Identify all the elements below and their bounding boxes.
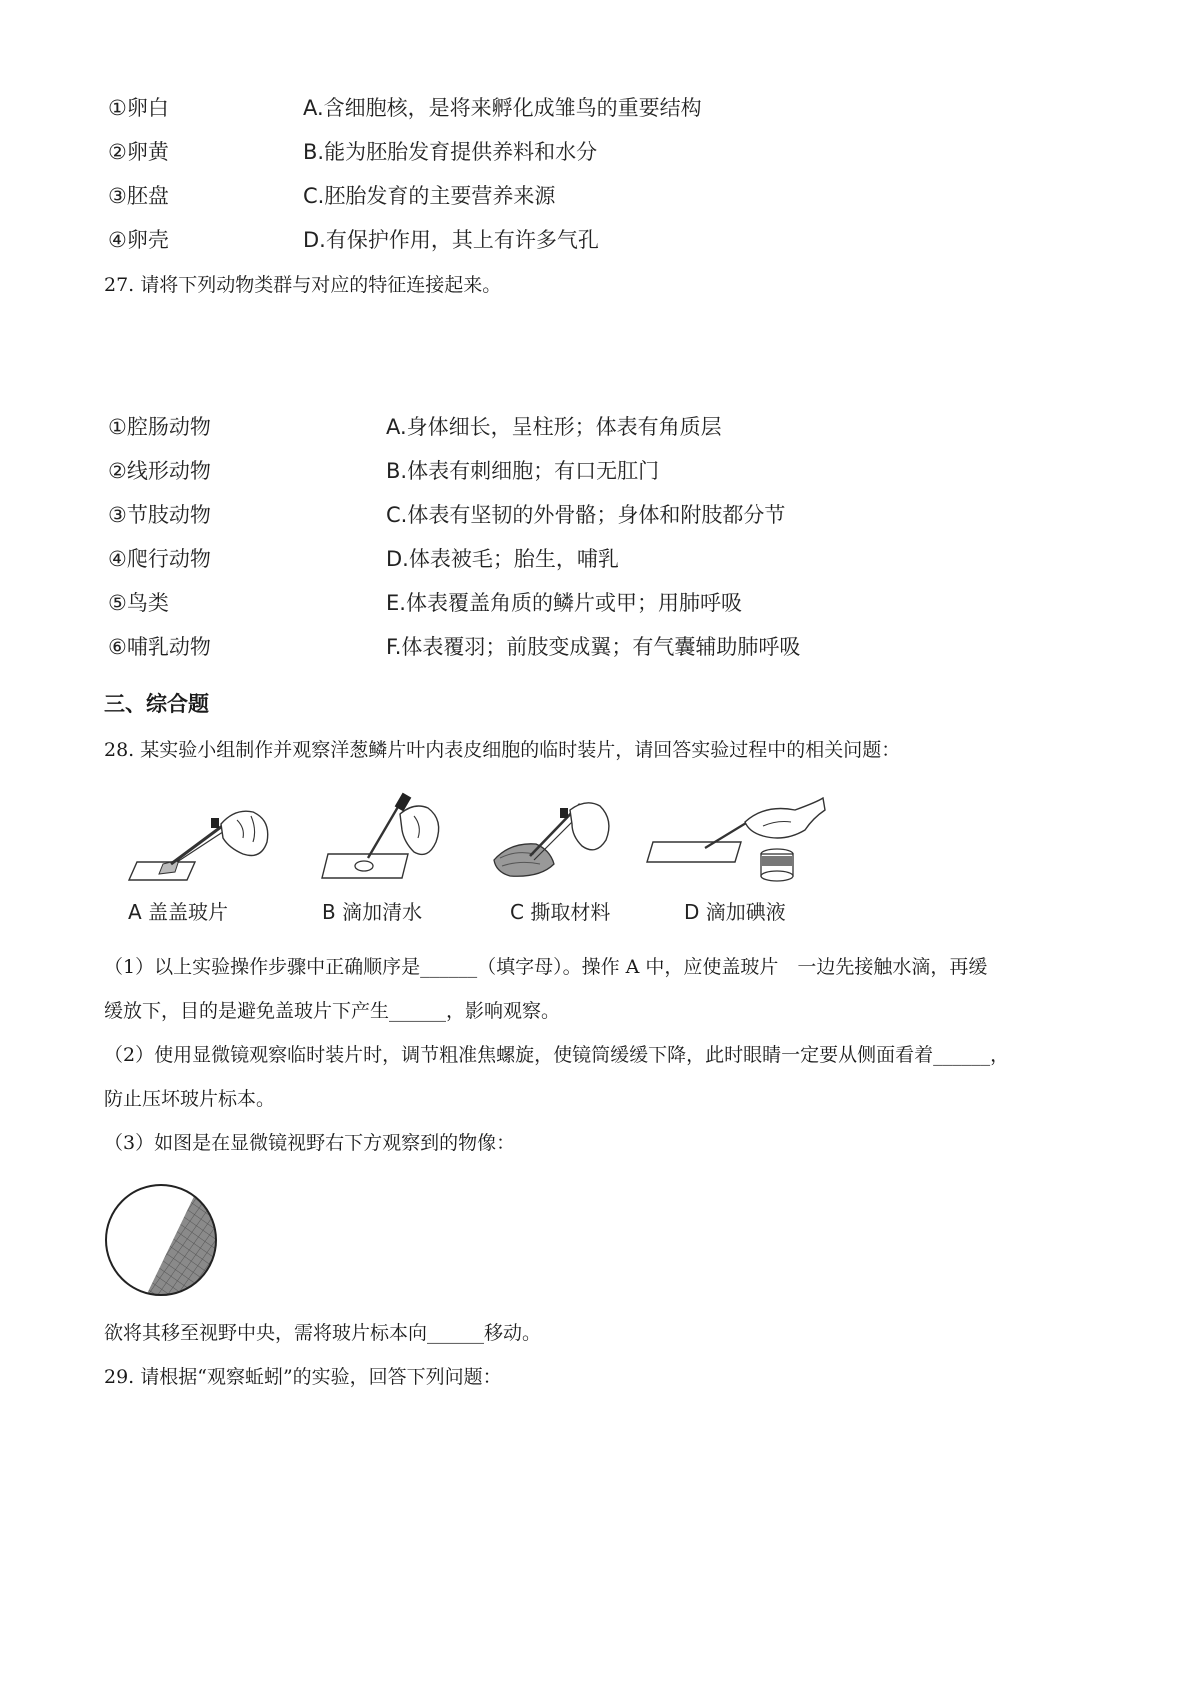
q27-right-e: E.体表覆盖角质的鳞片或甲；用肺呼吸 (386, 591, 742, 615)
q27-left-1: ①腔肠动物 (108, 415, 211, 439)
q26-right-b: B.能为胚胎发育提供养料和水分 (303, 140, 598, 164)
q27-left-5: ⑤鸟类 (108, 591, 169, 615)
q29-stem: 29. 请根据“观察蚯蚓”的实验，回答下列问题： (104, 1366, 502, 1388)
q27-stem: 27. 请将下列动物类群与对应的特征连接起来。 (104, 274, 502, 296)
q28-part1-line1: （1）以上实验操作步骤中正确顺序是______（填字母）。操作 A 中，应使盖玻片 一边先接触水滴，再缓 (104, 956, 988, 978)
q28-stem: 28. 某实验小组制作并观察洋葱鳞片叶内表皮细胞的临时装片，请回答实验过程中的相关问题： (104, 739, 901, 761)
q27-right-d: D.体表被毛；胎生，哺乳 (386, 547, 619, 571)
q27-left-2: ②线形动物 (108, 459, 211, 483)
q26-left-3: ③胚盘 (108, 184, 169, 208)
section-heading: 三、综合题 (104, 692, 209, 716)
q27-right-c: C.体表有坚韧的外骨骼；身体和附肢都分节 (386, 503, 786, 527)
illustration-c-tear-material (490, 790, 650, 890)
q26-right-d: D.有保护作用，其上有许多气孔 (303, 228, 599, 252)
q27-left-4: ④爬行动物 (108, 547, 211, 571)
q28-part3-answer: 欲将其移至视野中央，需将玻片标本向______移动。 (104, 1322, 542, 1344)
q27-right-f: F.体表覆羽；前肢变成翼；有气囊辅助肺呼吸 (386, 635, 801, 659)
q27-left-3: ③节肢动物 (108, 503, 211, 527)
q28-part1-line2: 缓放下，目的是避免盖玻片下产生______，影响观察。 (104, 1000, 561, 1022)
q26-left-1: ①卵白 (108, 96, 169, 120)
illustration-d-add-iodine (645, 790, 830, 890)
q28-part2-line2: 防止压坏玻片标本。 (104, 1088, 276, 1110)
caption-c: C 撕取材料 (510, 900, 611, 924)
q26-left-2: ②卵黄 (108, 140, 169, 164)
caption-d: D 滴加碘液 (684, 900, 786, 924)
caption-a: A 盖盖玻片 (128, 900, 229, 924)
microscope-field-of-view (104, 1190, 224, 1290)
q26-right-a: A.含细胞核，是将来孵化成雏鸟的重要结构 (303, 96, 702, 120)
q26-right-c: C.胚胎发育的主要营养来源 (303, 184, 556, 208)
caption-b: B 滴加清水 (322, 900, 423, 924)
q26-left-4: ④卵壳 (108, 228, 169, 252)
illustration-b-add-water (318, 790, 478, 890)
q27-right-a: A.身体细长，呈柱形；体表有角质层 (386, 415, 722, 439)
q27-left-6: ⑥哺乳动物 (108, 635, 211, 659)
q28-part3: （3）如图是在显微镜视野右下方观察到的物像： (104, 1132, 516, 1154)
illustration-a-cover-slip (125, 790, 285, 890)
q27-right-b: B.体表有刺细胞；有口无肛门 (386, 459, 660, 483)
q28-part2-line1: （2）使用显微镜观察临时装片时，调节粗准焦螺旋，使镜筒缓缓下降，此时眼睛一定要从侧面看着______， (104, 1044, 1010, 1066)
